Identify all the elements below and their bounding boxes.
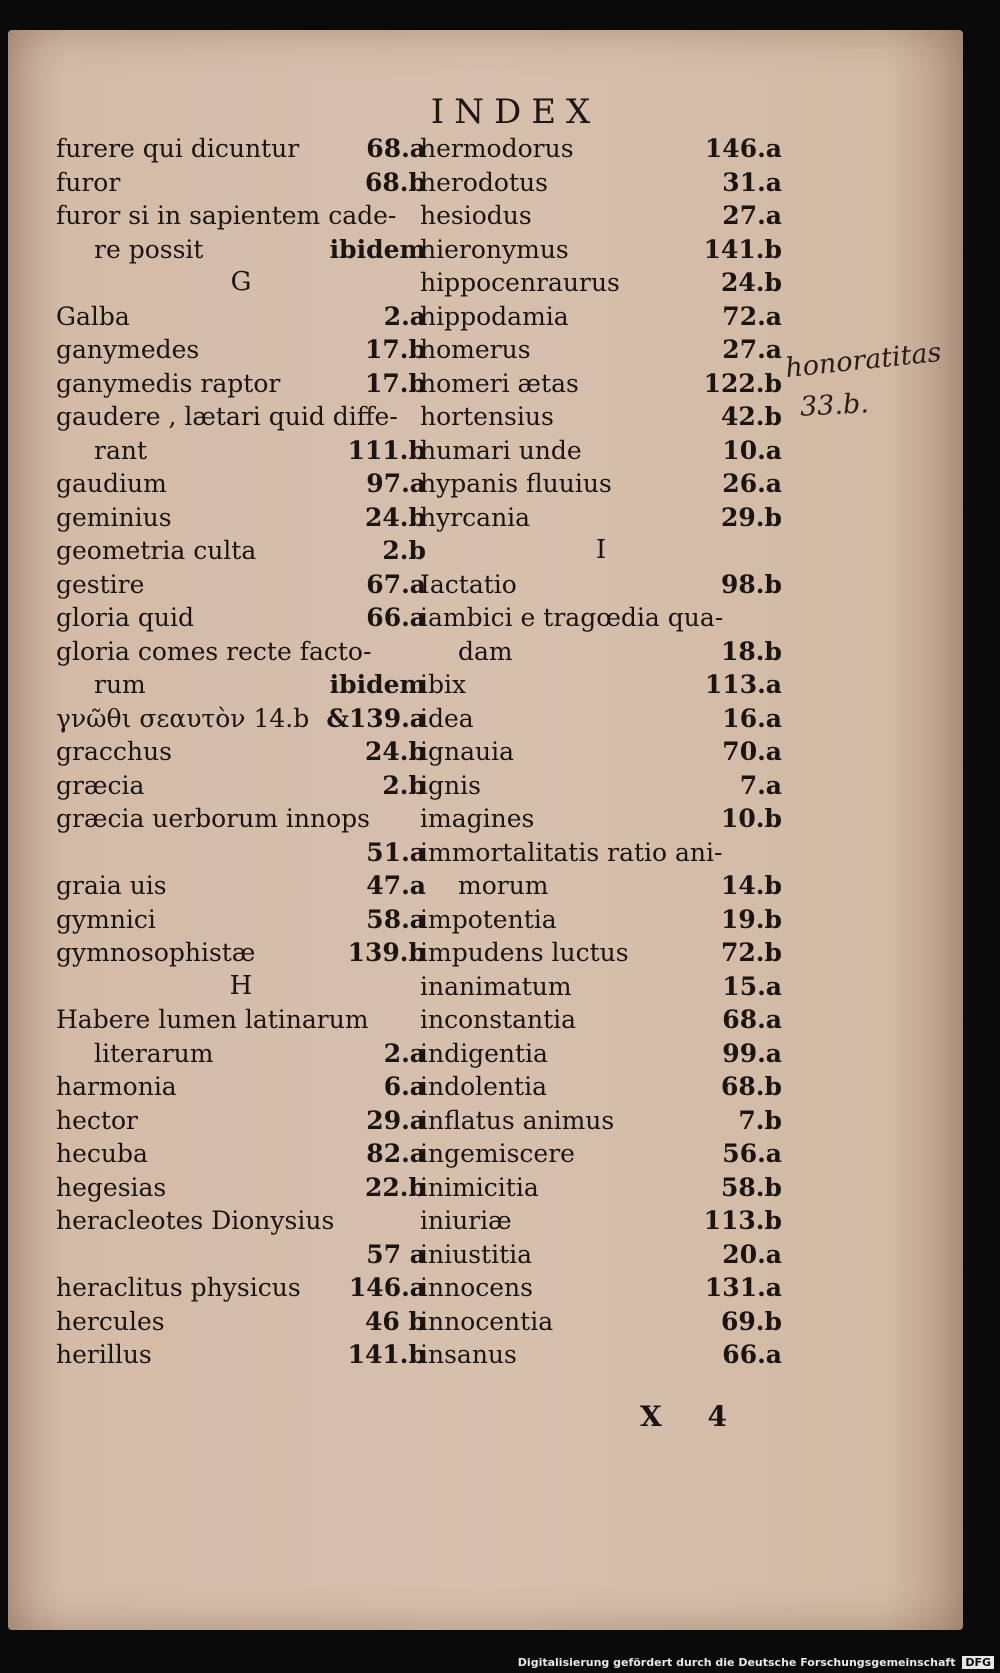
index-term: graia uis [56,871,167,900]
index-entry [420,1305,782,1339]
index-entry [56,400,426,434]
index-entry [56,568,426,602]
index-term: ganymedes [56,335,200,364]
index-letter-heading [56,970,426,1004]
page-reference: 82.a [366,1139,426,1168]
index-term: iniustitia [420,1239,533,1269]
page-reference: 26.a [722,469,782,498]
page-reference: 67.a [366,569,426,599]
index-term: gymnosophistæ [56,938,256,967]
index-entry [420,1137,782,1171]
index-term: iniuriæ [420,1206,512,1235]
page-reference: ibidem [329,234,426,264]
index-entry [420,300,782,334]
index-term: gracchus [56,737,172,766]
page-reference: 2.a [383,1038,426,1068]
index-entry [56,501,426,535]
index-term: gaudium [56,469,167,498]
index-term: humari unde [420,435,582,465]
index-entry [420,400,782,434]
index-term: hieronymus [420,234,569,264]
page-reference: 16.a [722,703,782,733]
index-entry [420,434,782,468]
index-entry [420,1037,782,1071]
index-term: innocentia [420,1306,554,1336]
index-entry [56,1305,426,1339]
index-entry [420,702,782,736]
index-term: literarum [94,1038,214,1068]
index-entry [56,735,426,769]
index-term: impotentia [420,904,557,934]
index-term: γνῶθι σεαυτὸν 14.b [56,703,310,733]
index-entry [420,1271,782,1305]
page-reference: 20.a [722,1239,782,1269]
index-term: rant [94,435,148,465]
index-term: heraclitus physicus [56,1273,301,1302]
index-entry [420,903,782,937]
page-title: INDEX [430,92,601,132]
index-term: furere qui dicuntur [56,134,300,163]
page-reference: 6.a [383,1072,426,1101]
index-entry [56,1204,426,1238]
index-entry [56,769,426,803]
index-entry [420,266,782,300]
page-reference: 66.a [366,603,426,632]
index-entry [56,1171,426,1205]
page-reference: 22.b [365,1172,426,1202]
page-reference: 69.b [721,1306,782,1336]
index-term: gestire [56,569,145,599]
index-entry [56,1003,426,1037]
page-reference: 72.a [722,301,782,331]
index-column-right [420,132,782,1372]
index-term: ignis [420,770,481,800]
index-term: G [230,267,252,297]
index-entry [56,869,426,903]
index-term: geminius [56,502,172,532]
index-term: græcia [56,770,145,800]
index-entry [420,233,782,267]
index-term: furor [56,167,121,197]
index-term: gloria comes recte facto- [56,636,372,666]
index-entry [56,1070,426,1104]
index-letter-heading [56,266,426,300]
index-entry [420,568,782,602]
index-entry [56,836,426,870]
index-entry [56,635,426,669]
index-term: I [595,535,607,565]
index-term: inimicitia [420,1172,539,1202]
page-reference: 131.a [704,1273,782,1302]
page-reference: 70.a [722,737,782,766]
index-term: inconstantia [420,1005,577,1034]
index-entry [420,802,782,836]
index-entry [420,1003,782,1037]
index-entry [56,601,426,635]
index-term: iambici e tragœdia qua- [420,603,724,632]
index-term: hypanis fluuius [420,469,612,498]
index-entry [420,668,782,702]
index-entry [56,367,426,401]
page-reference: 14.b [721,871,782,900]
page-reference: 68.b [721,1072,782,1101]
index-entry [420,635,782,669]
page-reference: 7.a [739,770,782,800]
page-reference: 15.a [722,971,782,1001]
index-entry [420,1238,782,1272]
index-term: hegesias [56,1172,167,1202]
index-term: hippodamia [420,301,569,331]
index-entry [56,467,426,501]
index-entry [420,735,782,769]
page-reference: 2.a [383,301,426,331]
index-term: homeri ætas [420,368,579,398]
dfg-logo: DFG [962,1656,994,1669]
index-entry [56,233,426,267]
index-entry [420,1171,782,1205]
page-reference: 146.a [704,134,782,163]
index-entry [56,1037,426,1071]
index-term: impudens luctus [420,938,629,967]
signature-mark: X 4 [640,1400,745,1433]
page-reference: 113.b [703,1206,782,1235]
page-reference: 24.b [721,268,782,297]
index-term: harmonia [56,1072,177,1101]
index-entry [420,132,782,166]
page-reference: 68.b [365,167,426,197]
page-reference: 113.a [704,670,782,699]
index-entry [56,1238,426,1272]
page-reference: ibidem [329,670,426,699]
page-reference: 29.b [721,502,782,532]
index-term: innocens [420,1273,533,1302]
index-entry [420,1338,782,1372]
index-term: geometria culta [56,536,257,565]
index-entry [56,534,426,568]
index-entry [56,802,426,836]
index-term: gaudere , lætari quid diffe- [56,402,398,431]
page-reference: 2.b [382,770,426,800]
page-reference: 51.a [366,837,426,867]
page-reference: 66.a [722,1340,782,1369]
index-entry [420,1204,782,1238]
index-entry [420,869,782,903]
index-term: hippocenraurus [420,268,620,297]
index-entry [56,333,426,367]
page-reference: 146.a [348,1273,426,1302]
index-term: gymnici [56,904,156,934]
index-term: herodotus [420,167,548,197]
page-reference: 98.b [721,569,782,599]
index-term: hermodorus [420,134,574,163]
page-reference: 47.a [366,871,426,900]
page-reference: 29.a [366,1105,426,1135]
index-entry [56,1338,426,1372]
index-entry [420,467,782,501]
index-entry [420,936,782,970]
page-reference: 17.b [365,368,426,398]
page-reference: 10.b [721,804,782,833]
index-term: inflatus animus [420,1105,615,1135]
margin-note: 33.b. [799,388,870,423]
index-term: homerus [420,335,531,364]
page-reference: 7.b [738,1105,782,1135]
index-entry [56,199,426,233]
index-term: re possit [94,234,204,264]
index-term: immortalitatis ratio ani- [420,837,723,867]
index-term: imagines [420,804,535,833]
index-entry [56,1137,426,1171]
page-reference: 122.b [703,368,782,398]
index-entry [56,1271,426,1305]
page-reference: 97.a [366,469,426,498]
page-reference: 111.b [347,435,426,465]
index-entry [420,166,782,200]
index-entry [56,903,426,937]
index-entry [56,1104,426,1138]
page-reference: 68.a [366,134,426,163]
index-entry [56,936,426,970]
index-entry [420,367,782,401]
index-entry [420,501,782,535]
page-reference: 99.a [722,1038,782,1068]
page-reference: 24.b [365,737,426,766]
index-term: hecuba [56,1139,148,1168]
index-entry [420,1104,782,1138]
page-reference: 27.a [722,201,782,230]
index-entry [420,836,782,870]
index-term: morum [458,871,549,900]
page-reference: 68.a [722,1005,782,1034]
page-reference: 57 a [366,1239,426,1269]
page-reference: 58.b [721,1172,782,1202]
page-reference: 31.a [722,167,782,197]
page-reference: 58.a [366,904,426,934]
index-entry [56,300,426,334]
index-term: græcia uerborum innops [56,804,370,833]
index-term: Galba [56,301,130,331]
index-entry [56,668,426,702]
index-term: idea [420,703,474,733]
index-term: Iactatio [420,569,517,599]
index-term: indolentia [420,1072,547,1101]
index-entry [420,970,782,1004]
page-reference: 56.a [722,1139,782,1168]
index-term: H [229,970,253,1001]
page-reference: 141.b [347,1340,426,1369]
index-entry [420,333,782,367]
page-reference: 42.b [721,402,782,431]
page-reference: &139.a [326,703,426,733]
index-term: hesiodus [420,201,532,230]
index-term: gloria quid [56,603,194,632]
index-term: inanimatum [420,971,572,1001]
page-reference: 27.a [722,335,782,364]
index-term: hyrcania [420,502,531,532]
index-term: Habere lumen latinarum [56,1005,369,1034]
index-term: hector [56,1105,138,1135]
index-term: ganymedis raptor [56,368,281,398]
page-reference: 141.b [703,234,782,264]
index-term: indigentia [420,1038,548,1068]
index-term: ignauia [420,737,515,766]
margin-note: honoratitas [783,336,943,385]
page-reference: 18.b [721,636,782,666]
index-term: furor si in sapientem cade- [56,201,397,230]
index-entry [56,434,426,468]
page-reference: 2.b [382,536,426,565]
book-page [8,30,963,1630]
digitization-footer [518,1656,994,1669]
page-reference: 17.b [365,335,426,364]
index-entry [420,199,782,233]
index-term: dam [458,636,513,666]
index-entry [420,769,782,803]
index-term: ibix [420,670,467,699]
page-reference: 10.a [722,435,782,465]
page-reference: 139.b [347,938,426,967]
page-reference: 24.b [365,502,426,532]
index-term: hercules [56,1306,165,1336]
index-entry [56,132,426,166]
index-term: rum [94,670,146,699]
index-term: insanus [420,1340,517,1369]
index-term: hortensius [420,402,554,431]
page-reference: 72.b [721,938,782,967]
index-term: ingemiscere [420,1139,575,1168]
index-letter-heading [420,534,782,568]
index-column-left [56,132,426,1372]
index-entry [420,601,782,635]
index-entry [56,166,426,200]
index-entry [56,702,426,736]
index-term: heracleotes Dionysius [56,1206,335,1235]
page-reference: 19.b [721,904,782,934]
footer-text: Digitalisierung gefördert durch die Deutsche Forschungsgemeinschaft [517,1656,956,1669]
index-entry [420,1070,782,1104]
index-term: herillus [56,1340,152,1369]
page-reference: 46 b [365,1306,426,1336]
